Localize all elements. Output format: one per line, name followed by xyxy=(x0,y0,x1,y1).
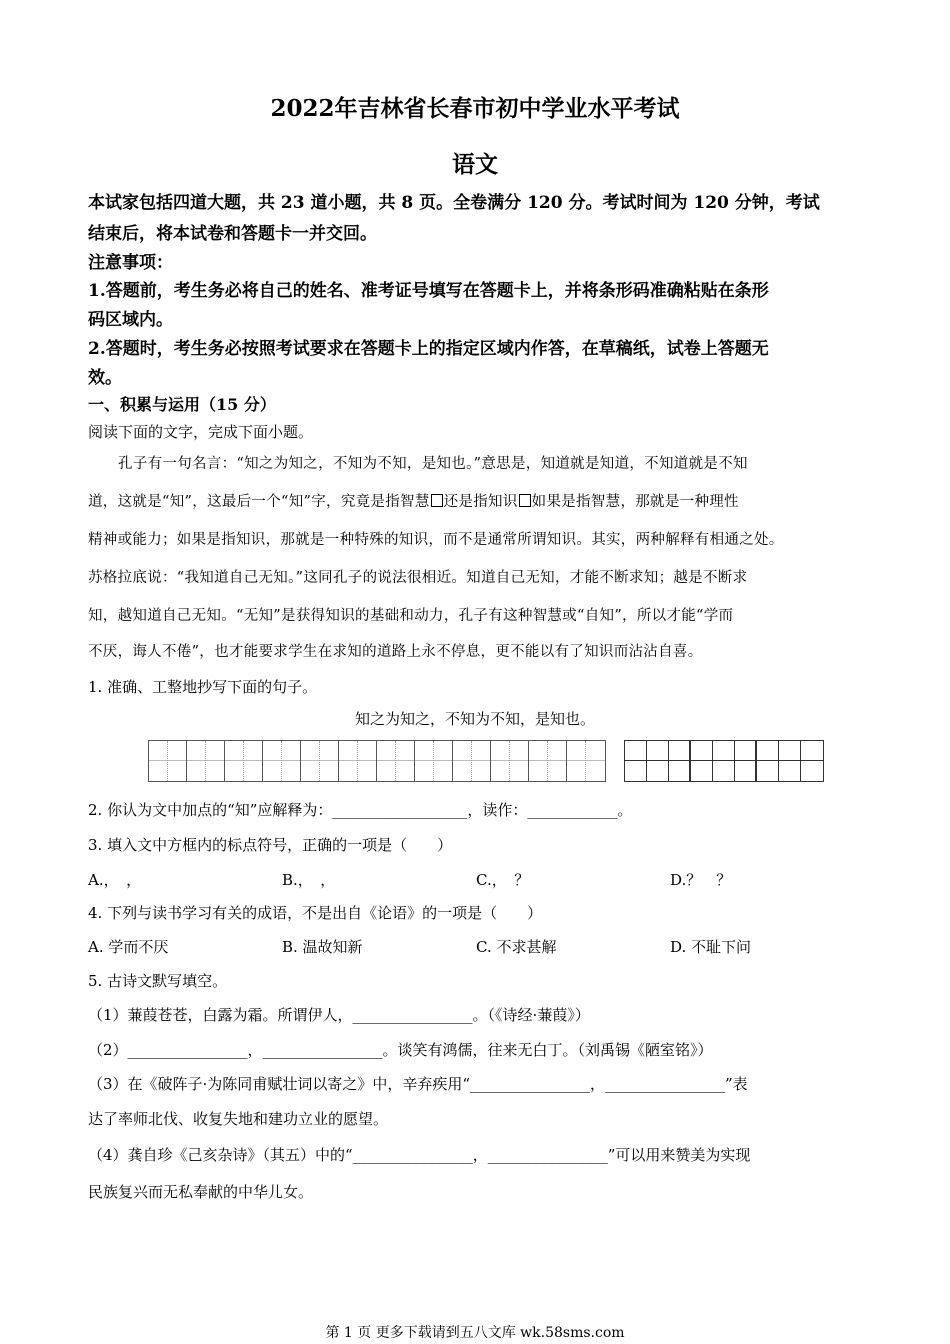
copy-grid-solid[interactable] xyxy=(624,740,824,782)
copy-grid-dotted[interactable] xyxy=(148,740,606,782)
question-3-option-c[interactable]: C.， ？ xyxy=(476,871,530,889)
notice-2-line-1: 2.答题时，考生务必按照考试要求在答题卡上的指定区域内作答，在草稿纸，试卷上答题无 xyxy=(88,339,769,359)
exam-title: 2022年吉林省长春市初中学业水平考试 xyxy=(270,95,680,122)
passage-line-3: 精神或能力；如果是指知识，那就是一种特殊的知识，而不是通常所谓知识。其实，两种解释有相通之处。 xyxy=(88,532,784,548)
question-5-part-3-line-1: （3）在《破阵子·为陈同甫赋壮词以寄之》中，辛弃疾用“________________，________________”表 xyxy=(88,1075,748,1093)
intro-line-1: 本试家包括四道大题，共 23 道小题，共 8 页。全卷满分 120 分。考试时间为 120 分钟，考试 xyxy=(88,193,820,213)
page-footer: 第 1 页 更多下载请到五八文库 wk.58sms.com xyxy=(325,1325,625,1341)
question-4-option-c[interactable]: C. 不求甚解 xyxy=(476,938,557,956)
question-2-stem: 2. 你认为文中加点的“知”应解释为：__________________，读作：____________。 xyxy=(88,801,633,819)
question-5-part-4-line-1: （4）龚自珍《己亥杂诗》（其五）中的“________________，________________”可以用来赞美为实现 xyxy=(88,1146,751,1164)
section-heading: 一、积累与运用（15 分） xyxy=(88,395,276,414)
question-3-stem: 3. 填入文中方框内的标点符号，正确的一项是（ ） xyxy=(88,836,453,854)
subject-title: 语文 xyxy=(452,151,498,178)
question-3-option-a[interactable]: A.， ， xyxy=(88,871,142,889)
notice-1-line-2: 码区域内。 xyxy=(88,310,173,330)
question-5-part-2: （2）________________，________________。谈笑有鸿儒，往来无白丁。（刘禹锡《陋室铭》） xyxy=(88,1041,713,1059)
intro-line-2: 结束后，将本试卷和答题卡一并交回。 xyxy=(88,224,377,244)
question-5-part-3-line-2: 达了率师北伐、收复失地和建功立业的愿望。 xyxy=(88,1110,389,1128)
notice-1-line-1: 1.答题前，考生务必将自己的姓名、准考证号填写在答题卡上，并将条形码准确粘贴在条形 xyxy=(88,281,769,301)
passage-line-2 xyxy=(88,490,739,511)
reading-instruction: 阅读下面的文字，完成下面小题。 xyxy=(88,423,314,441)
passage-line-2-part-c: 如果是指智慧，那就是一种理性 xyxy=(531,494,739,510)
passage-line-5: 知，越知道自己无知。“无知”是获得知识的基础和动力，孔子有这种智慧或“自知”，所以才能“学而 xyxy=(88,608,734,624)
question-4-option-b[interactable]: B. 温故知新 xyxy=(282,938,363,956)
passage-line-2-part-a: 道，这就是“知”，这最后一个“知”字，究竟是指智慧 xyxy=(88,494,430,510)
question-5-part-1: （1）蒹葭苍苍，白露为霜。所谓伊人，________________。（《诗经·蒹葭》） xyxy=(88,1006,590,1024)
question-1-sentence: 知之为知之，不知为不知，是知也。 xyxy=(354,710,595,728)
passage-line-1: 孔子有一句名言：“知之为知之，不知为不知，是知也。”意思是，知道就是知道，不知道就是不知 xyxy=(118,456,748,472)
question-1-stem: 1. 准确、工整地抄写下面的句子。 xyxy=(88,678,318,696)
punctuation-box-2 xyxy=(519,494,531,507)
question-5-part-4-line-2: 民族复兴而无私奉献的中华儿女。 xyxy=(88,1183,314,1201)
passage-line-6: 不厌，诲人不倦”，也才能要求学生在求知的道路上永不停息，更不能以有了知识而沾沾自喜。 xyxy=(88,644,703,660)
question-4-option-a[interactable]: A. 学而不厌 xyxy=(88,938,169,956)
question-4-stem: 4. 下列与读书学习有关的成语，不是出自《论语》的一项是（ ） xyxy=(88,904,543,922)
question-3-option-d[interactable]: D.？ ？ xyxy=(670,871,732,889)
question-3-option-b[interactable]: B.， ， xyxy=(282,871,336,889)
passage-line-2-part-b: 还是指知识 xyxy=(443,494,518,510)
notice-2-line-2: 效。 xyxy=(88,368,122,388)
question-5-stem: 5. 古诗文默写填空。 xyxy=(88,972,228,990)
notice-title: 注意事项： xyxy=(88,253,173,273)
question-4-option-d[interactable]: D. 不耻下问 xyxy=(670,938,752,956)
punctuation-box-1 xyxy=(431,494,443,507)
passage-line-4: 苏格拉底说：“我知道自己无知。”这同孔子的说法很相近。知道自己无知，才能不断求知；越是不断求 xyxy=(88,570,748,586)
